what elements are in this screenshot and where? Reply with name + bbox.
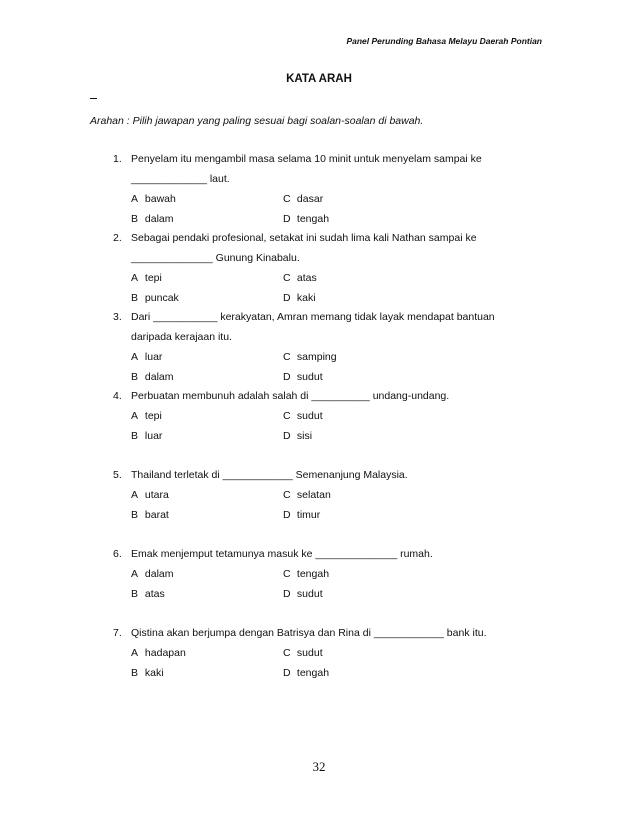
instruction-text: Arahan : Pilih jawapan yang paling sesuai bagi soalan-soalan di bawah. (90, 115, 424, 127)
option-letter: A (131, 193, 139, 205)
option-letter: C (283, 272, 291, 284)
option-a (131, 193, 176, 205)
option-text: sisi (296, 429, 313, 442)
option-letter: C (283, 489, 291, 501)
page-number: 32 (312, 759, 326, 774)
option-a (131, 489, 169, 501)
option-a (131, 351, 162, 363)
question-text: Emak menjemput tetamunya masuk ke ______________ rumah. (131, 548, 433, 560)
option-letter: B (131, 212, 139, 225)
option-text: atas (144, 587, 165, 600)
option-letter: D (283, 508, 291, 521)
option-letter: A (131, 351, 139, 363)
option-letter: B (131, 370, 139, 383)
question-text: Sebagai pendaki profesional, setakat ini sudah lima kali Nathan sampai ke (131, 232, 477, 244)
option-letter: C (283, 568, 291, 580)
option-letter: A (131, 489, 139, 501)
question-text: Dari ___________ kerakyatan, Amran memang tidak layak mendapat bantuan (131, 311, 495, 323)
option-text: bawah (144, 193, 176, 205)
question-text: Thailand terletak di ____________ Semenanjung Malaysia. (131, 469, 408, 481)
option-letter: C (283, 351, 291, 363)
option-b (131, 371, 174, 383)
option-text: atas (296, 272, 317, 284)
question-number: 3. (113, 311, 122, 323)
question-5 (0, 469, 638, 548)
option-text: dalam (144, 568, 174, 580)
option-letter: A (131, 272, 139, 284)
option-c (283, 489, 331, 501)
option-letter: C (283, 647, 291, 659)
option-text: sudut (296, 647, 323, 659)
option-text: tepi (144, 410, 162, 422)
option-text: tengah (296, 212, 330, 225)
option-d (283, 430, 312, 442)
question-3 (0, 311, 638, 390)
option-letter: B (131, 291, 139, 304)
option-letter: D (283, 370, 291, 383)
option-text: sudut (296, 410, 323, 422)
option-letter: B (131, 666, 139, 679)
question-text: Penyelam itu mengambil masa selama 10 minit untuk menyelam sampai ke (131, 153, 482, 165)
question-list (0, 153, 638, 706)
option-text: utara (144, 489, 169, 501)
option-text: selatan (296, 489, 331, 501)
option-text: luar (144, 429, 163, 442)
option-d (283, 509, 320, 521)
question-number: 1. (113, 153, 122, 165)
divider-mark (90, 98, 97, 99)
option-text: luar (144, 351, 163, 363)
option-c (283, 193, 323, 205)
option-text: timur (296, 508, 321, 521)
option-c (283, 351, 337, 363)
option-d (283, 667, 329, 679)
option-text: barat (144, 508, 169, 521)
option-letter: B (131, 587, 139, 600)
option-text: tepi (144, 272, 162, 284)
option-d (283, 213, 329, 225)
option-letter: D (283, 291, 291, 304)
option-text: dasar (296, 193, 324, 205)
question-number: 6. (113, 548, 122, 560)
option-letter: A (131, 647, 139, 659)
question-number: 7. (113, 627, 122, 639)
option-c (283, 647, 323, 659)
option-letter: D (283, 429, 291, 442)
option-b (131, 213, 174, 225)
option-d (283, 292, 316, 304)
option-text: puncak (144, 291, 179, 304)
option-text: tengah (296, 666, 330, 679)
option-c (283, 568, 329, 580)
option-b (131, 509, 169, 521)
question-text-continued: ______________ Gunung Kinabalu. (131, 251, 300, 264)
option-b (131, 667, 164, 679)
option-b (131, 292, 179, 304)
option-a (131, 647, 186, 659)
question-text: Perbuatan membunuh adalah salah di __________ undang-undang. (131, 390, 450, 402)
question-4 (0, 390, 638, 469)
option-a (131, 568, 174, 580)
question-text: Qistina akan berjumpa dengan Batrisya dan Rina di ____________ bank itu. (131, 627, 487, 639)
option-text: sudut (296, 370, 323, 383)
option-c (283, 272, 317, 284)
page-title: KATA ARAH (286, 73, 352, 85)
option-c (283, 410, 323, 422)
option-letter: D (283, 212, 291, 225)
page-header: Panel Perunding Bahasa Melayu Daerah Pontian (346, 36, 542, 46)
option-text: dalam (144, 212, 174, 225)
option-letter: B (131, 429, 139, 442)
option-text: kaki (144, 666, 164, 679)
option-letter: C (283, 193, 291, 205)
question-1 (0, 153, 638, 232)
question-number: 2. (113, 232, 122, 244)
option-a (131, 272, 162, 284)
question-number: 5. (113, 469, 122, 481)
question-text-continued: _____________ laut. (131, 172, 230, 185)
question-7 (0, 627, 638, 706)
option-b (131, 430, 162, 442)
question-2 (0, 232, 638, 311)
option-d (283, 371, 323, 383)
option-letter: C (283, 410, 291, 422)
question-text-continued: daripada kerajaan itu. (131, 330, 232, 343)
option-letter: B (131, 508, 139, 521)
option-d (283, 588, 323, 600)
option-text: samping (296, 351, 337, 363)
option-letter: A (131, 568, 139, 580)
option-text: tengah (296, 568, 330, 580)
option-letter: A (131, 410, 139, 422)
option-text: dalam (144, 370, 174, 383)
question-number: 4. (113, 390, 122, 402)
question-6 (0, 548, 638, 627)
option-letter: D (283, 666, 291, 679)
option-a (131, 410, 162, 422)
option-text: kaki (296, 291, 316, 304)
option-text: hadapan (144, 647, 186, 659)
option-text: sudut (296, 587, 323, 600)
option-b (131, 588, 165, 600)
option-letter: D (283, 587, 291, 600)
